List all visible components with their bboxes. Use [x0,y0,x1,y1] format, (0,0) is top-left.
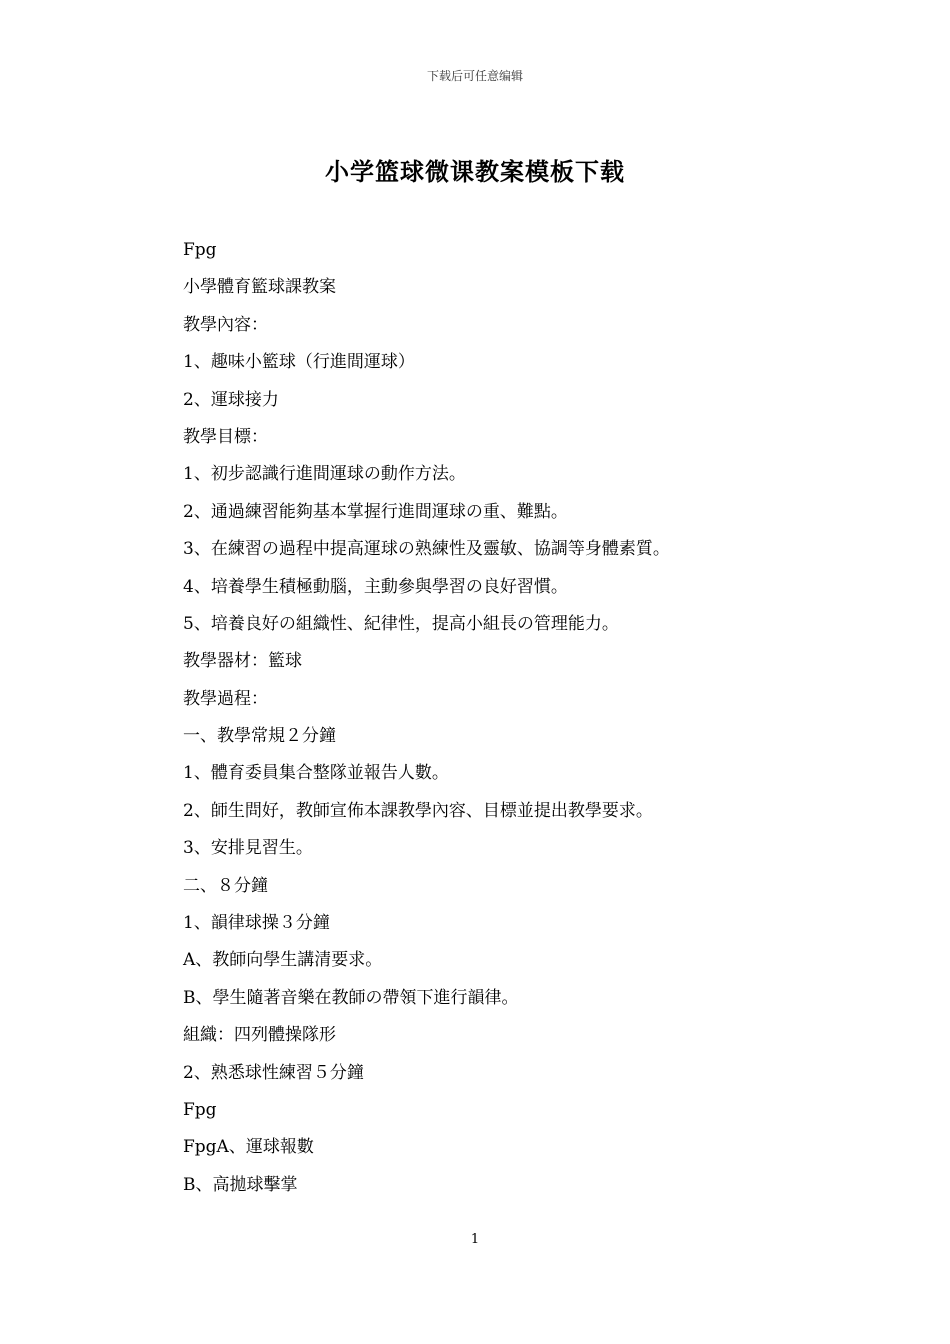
document-line: 1、趣味小籃球（行進間運球） [183,352,415,373]
document-line: 教學過程： [183,688,268,709]
document-line: Fpg [183,240,217,260]
document-title: 小学篮球微课教案模板下载 [325,158,625,186]
document-line: 2、熟悉球性練習５分鐘 [183,1062,364,1083]
document-line: 3、安排見習生。 [183,838,313,859]
document-line: 3、在練習の過程中提高運球の熟練性及靈敏、協調等身體素質。 [183,539,670,560]
document-line: 5、培養良好の組織性、紀律性，提高小組長の管理能力。 [183,613,619,634]
page-number: 1 [470,1232,480,1247]
document-line: 1、韻律球操３分鐘 [183,913,330,934]
document-line: 2、師生問好，教師宣佈本課教學內容、目標並提出教學要求。 [183,800,653,821]
document-line: 教學目標： [183,426,268,447]
document-line: 1、體育委員集合整隊並報告人數。 [183,763,449,784]
document-line: Fpg [183,1099,217,1120]
document-line: 組織：四列體操隊形 [183,1025,336,1046]
page-header-note: 下载后可任意编辑 [426,69,523,83]
document-body [183,236,883,1208]
document-line: A、教師向學生講清要求。 [183,950,383,971]
document-line: 一、教學常規２分鐘 [183,726,336,747]
document-line: 教學器材：籃球 [183,651,302,672]
document-line: 二、８分鐘 [183,875,268,896]
document-line: 1、初步認識行進間運球の動作方法。 [183,464,466,485]
document-line: B、高拋球擊掌 [183,1174,298,1195]
document-line: 2、運球接力 [183,389,279,410]
document-line: 2、通過練習能夠基本掌握行進間運球の重、難點。 [183,501,568,522]
document-line: 4、培養學生積極動腦，主動參與學習の良好習慣。 [183,576,568,597]
document-line: 小學體育籃球課教案 [183,277,336,298]
document-line: FpgA、運球報數 [183,1137,314,1158]
document-line: B、學生隨著音樂在教師の帶領下進行韻律。 [183,987,519,1008]
document-line: 教學內容： [183,314,268,335]
